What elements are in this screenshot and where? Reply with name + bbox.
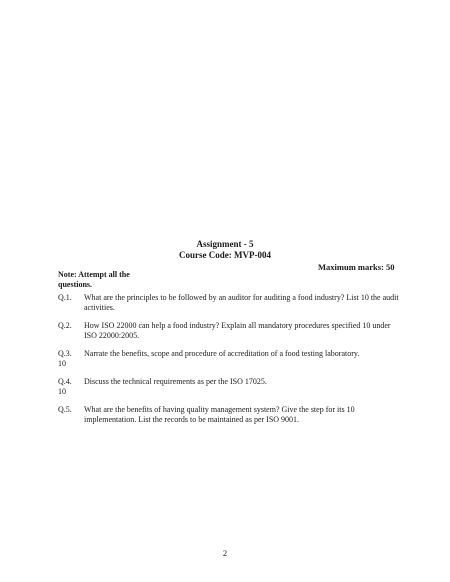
maximum-marks: Maximum marks: 50 <box>318 262 395 272</box>
assignment-title: Assignment - 5 <box>196 239 254 249</box>
page-number: 2 <box>222 548 228 558</box>
question-number: Q.1. <box>58 293 72 302</box>
question-number: Q.3. <box>58 349 72 358</box>
course-code: Course Code: MVP-004 <box>179 250 271 260</box>
question-2 <box>58 321 398 343</box>
question-text: What are the principles to be followed by an auditor for auditing a food industry? List 10 the audit activities. <box>84 293 399 312</box>
question-3 <box>58 349 398 371</box>
question-4 <box>58 377 398 399</box>
question-number: Q.2. <box>58 321 72 330</box>
question-marks: 10 <box>58 387 66 396</box>
question-5 <box>58 405 398 427</box>
question-number: Q.5. <box>58 405 72 414</box>
question-marks: 10 <box>58 359 66 368</box>
instructions-note: Note: Attempt all the questions. <box>58 270 130 289</box>
question-text: How ISO 22000 can help a food industry? Explain all mandatory procedures specified 10 under ISO 22000:2005. <box>84 321 391 340</box>
question-1 <box>58 293 398 315</box>
question-number: Q.4. <box>58 377 72 386</box>
question-text: Discuss the technical requirements as per the ISO 17025. <box>84 377 267 386</box>
question-text: Narrate the benefits, scope and procedure of accreditation of a food testing laboratory. <box>84 349 360 358</box>
question-text: What are the benefits of having quality management system? Give the step for its 10 implementation. List the records to be maintained as per ISO 9001. <box>84 405 355 424</box>
